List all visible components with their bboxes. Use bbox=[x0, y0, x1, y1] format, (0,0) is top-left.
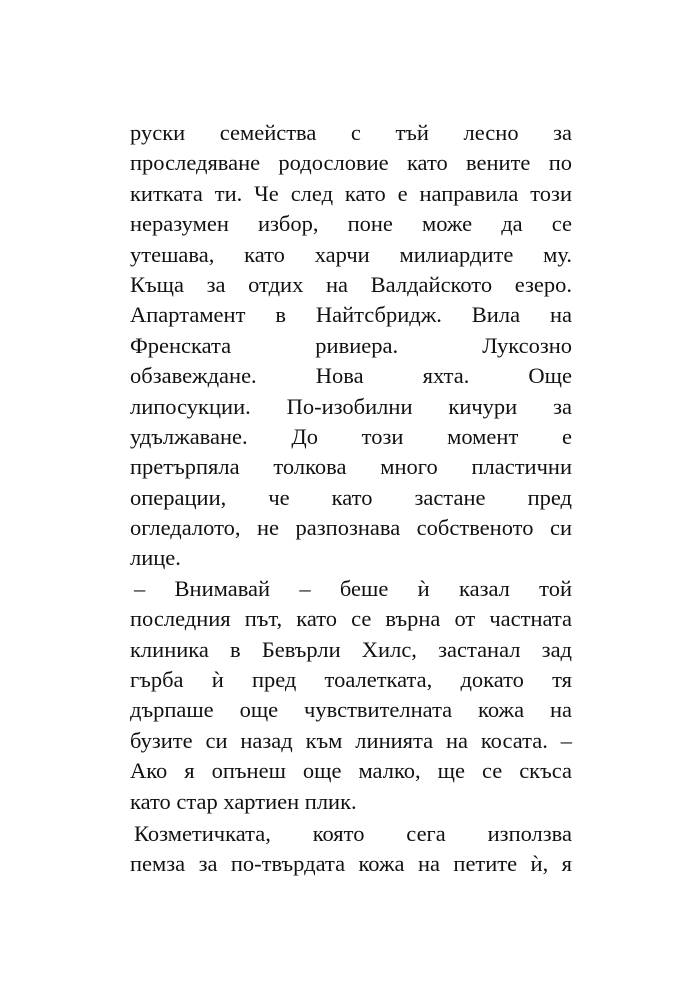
text-line: огледалото, не разпознава собственото си bbox=[130, 515, 572, 541]
text-line: Къща за отдих на Валдайското езеро. bbox=[130, 271, 572, 297]
text-line: последния път, като се върна от частната bbox=[130, 606, 572, 632]
text-line: неразумен избор, поне може да се bbox=[130, 211, 572, 237]
text-line: Апартамент в Найтсбридж. Вила на bbox=[130, 302, 572, 328]
text-line: като стар хартиен плик. bbox=[130, 788, 357, 814]
paragraph-3 bbox=[130, 819, 572, 880]
text-line: обзавеждане. Нова яхта. Още bbox=[130, 363, 572, 389]
text-line: клиника в Бевърли Хилс, застанал зад bbox=[130, 636, 572, 662]
text-line: липосукции. По-изобилни кичури за bbox=[130, 393, 572, 419]
text-line: Френската ривиера. Луксозно bbox=[130, 332, 572, 358]
paragraph-1 bbox=[130, 118, 572, 574]
text-line: Ако я опънеш още малко, ще се скъса bbox=[130, 758, 572, 784]
text-line: Козметичката, която сега използва bbox=[134, 820, 572, 846]
text-line: руски семейства с тъй лесно за bbox=[130, 120, 572, 145]
text-line: дърпаше още чувствителната кожа на bbox=[130, 697, 572, 723]
text-line: – Внимавай – беше ѝ казал той bbox=[134, 575, 572, 601]
text-line: операции, че като застане пред bbox=[130, 484, 572, 510]
text-line: претърпяла толкова много пластични bbox=[130, 454, 572, 480]
text-line: утешава, като харчи милиардите му. bbox=[130, 241, 572, 267]
text-line: проследяване родословие като вените по bbox=[130, 150, 572, 176]
text-line: китката ти. Че след като е направила този bbox=[130, 180, 572, 206]
text-line: гърба ѝ пред тоалетката, докато тя bbox=[130, 667, 572, 693]
text-line: удължаване. До този момент е bbox=[130, 423, 572, 449]
paragraph-2 bbox=[130, 574, 572, 817]
page-body bbox=[130, 118, 572, 880]
text-line: лице. bbox=[130, 545, 181, 571]
text-line: пемза за по-твърдата кожа на петите ѝ, я bbox=[130, 851, 572, 877]
text-line: бузите си назад към линията на косата. – bbox=[130, 727, 572, 753]
